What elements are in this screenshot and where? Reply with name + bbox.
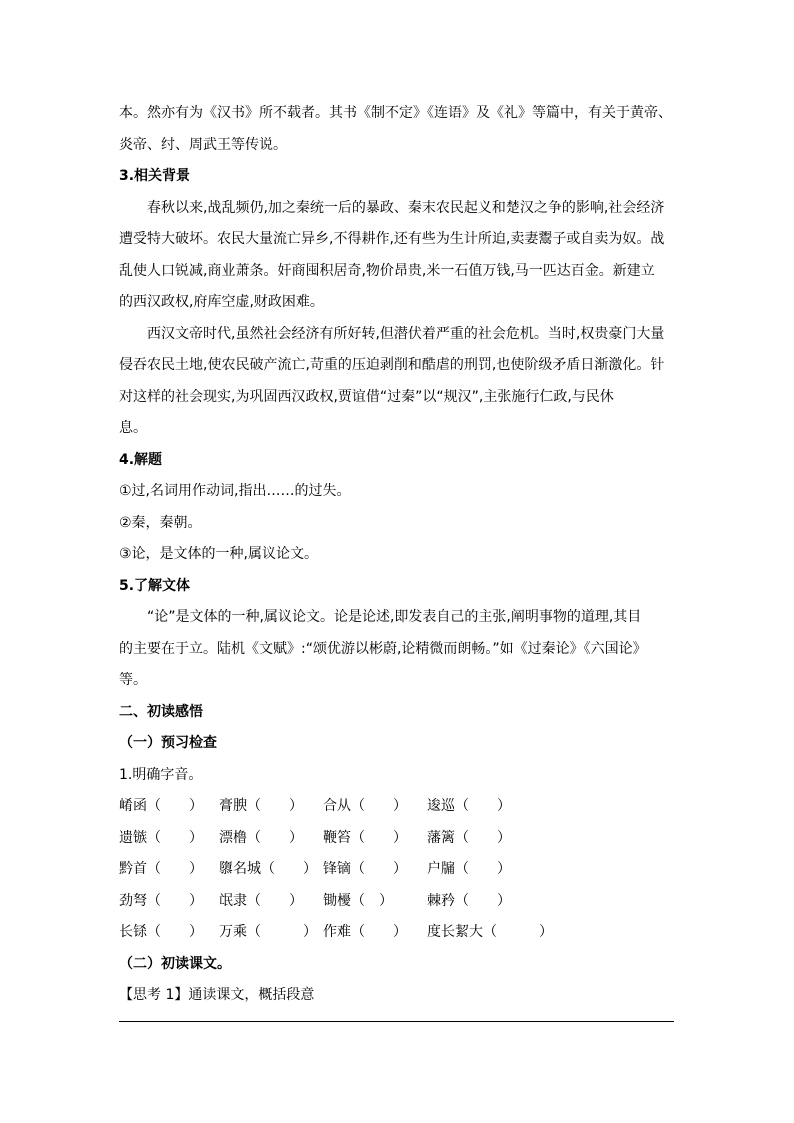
vocab-item: 遗镞（ ）	[119, 829, 203, 846]
vocab-item: 逡巡（ ）	[427, 798, 511, 814]
vocab-row	[119, 823, 675, 855]
text-line: 的西汉政权,府库空虚,财政困难。	[119, 294, 324, 310]
vocab-row	[119, 886, 675, 918]
vocab-item: 漂橹（ ）	[219, 829, 303, 846]
vocab-item: 户牖（ ）	[427, 861, 511, 877]
vocab-item: 长铩（ ）	[119, 924, 203, 940]
subheading-preview-check: （一）预习检查	[119, 735, 217, 751]
subheading-first-reading-text: （二）初读课文。	[119, 955, 231, 972]
vocab-item: 万乘（ ）	[219, 924, 317, 940]
vocab-item: 棘矜（ ）	[427, 892, 511, 909]
text-line: 遭受特大破坏。农民大量流亡异乡,不得耕作,还有些为生计所迫,卖妻鬻子或自卖为奴。战	[119, 231, 665, 247]
vocab-row	[119, 854, 675, 886]
vocab-item: 劲弩（ ）	[119, 892, 203, 909]
text-line: “论”是文体的一种,属议论文。论是论述,即发表自己的主张,阐明事物的道理,其目	[147, 609, 642, 625]
question-pronunciation: 1.明确字音。	[119, 766, 203, 783]
section-heading-title-explanation: 4.解题	[119, 451, 163, 468]
vocab-row	[119, 917, 675, 949]
think-prompt: 【思考 1】通读课文，概括段意	[119, 987, 315, 1003]
text-line: 炎帝、纣、周武王等传说。	[119, 136, 287, 153]
vocab-item: 氓隶（ ）	[219, 892, 303, 909]
vocab-item: 隳名城（ ）	[219, 861, 317, 877]
part-heading-first-reading: 二、初读感悟	[119, 703, 203, 720]
text-line: 的主要在于立。陆机《文赋》:“颂优游以彬蔚,论精微而朗畅。”如《过秦论》《六国论》	[119, 640, 647, 657]
text-line: 乱使人口锐减,商业萧条。奸商囤积居奇,物价昂贵,米一石值万钱,马一匹达百金。新建立	[119, 262, 655, 279]
text-line: 本。然亦有为《汉书》所不载者。其书《制不定》《连语》及《礼》等篇中，有关于黄帝、	[119, 105, 672, 121]
document-body	[119, 98, 675, 1012]
vocab-item: 锄櫌（ ）	[323, 892, 393, 909]
vocab-item: 崤函（ ）	[119, 798, 203, 814]
vocab-item: 作难（ ）	[323, 924, 407, 940]
vocab-item: 锋镝（ ）	[323, 861, 407, 877]
text-line: 侵吞农民土地,使农民破产流亡,苛重的压迫剥削和酷虐的刑罚,也使阶级矛盾日渐激化。针	[119, 357, 665, 373]
vocab-item: 鞭笞（ ）	[323, 829, 407, 846]
list-item: ①过,名词用作动词,指出……的过失。	[119, 483, 351, 499]
text-line: 等。	[119, 672, 147, 688]
footer-divider	[119, 1021, 674, 1022]
section-heading-background: 3.相关背景	[119, 168, 191, 184]
section-heading-genre: 5.了解文体	[119, 577, 191, 594]
text-line: 息。	[119, 420, 147, 436]
vocab-item: 度长絜大（ ）	[427, 924, 553, 940]
vocab-item: 藩篱（ ）	[427, 829, 511, 846]
text-line: 西汉文帝时代,虽然社会经济有所好转,但潜伏着严重的社会危机。当时,权贵豪门大量	[147, 325, 665, 342]
list-item: ②秦，秦朝。	[119, 514, 202, 531]
vocab-row	[119, 791, 675, 823]
vocab-grid	[119, 791, 675, 949]
vocab-item: 合从（ ）	[323, 798, 407, 814]
vocab-item: 黔首（ ）	[119, 861, 203, 877]
vocab-item: 膏腴（ ）	[219, 798, 303, 814]
text-line: 春秋以来,战乱频仍,加之秦统一后的暴政、秦末农民起义和楚汉之争的影响,社会经济	[147, 199, 665, 216]
list-item: ③论，是文体的一种,属议论文。	[119, 546, 319, 562]
text-line: 对这样的社会现实,为巩固西汉政权,贾谊借“过秦”以“规汉”,主张施行仁政,与民休	[119, 388, 614, 405]
